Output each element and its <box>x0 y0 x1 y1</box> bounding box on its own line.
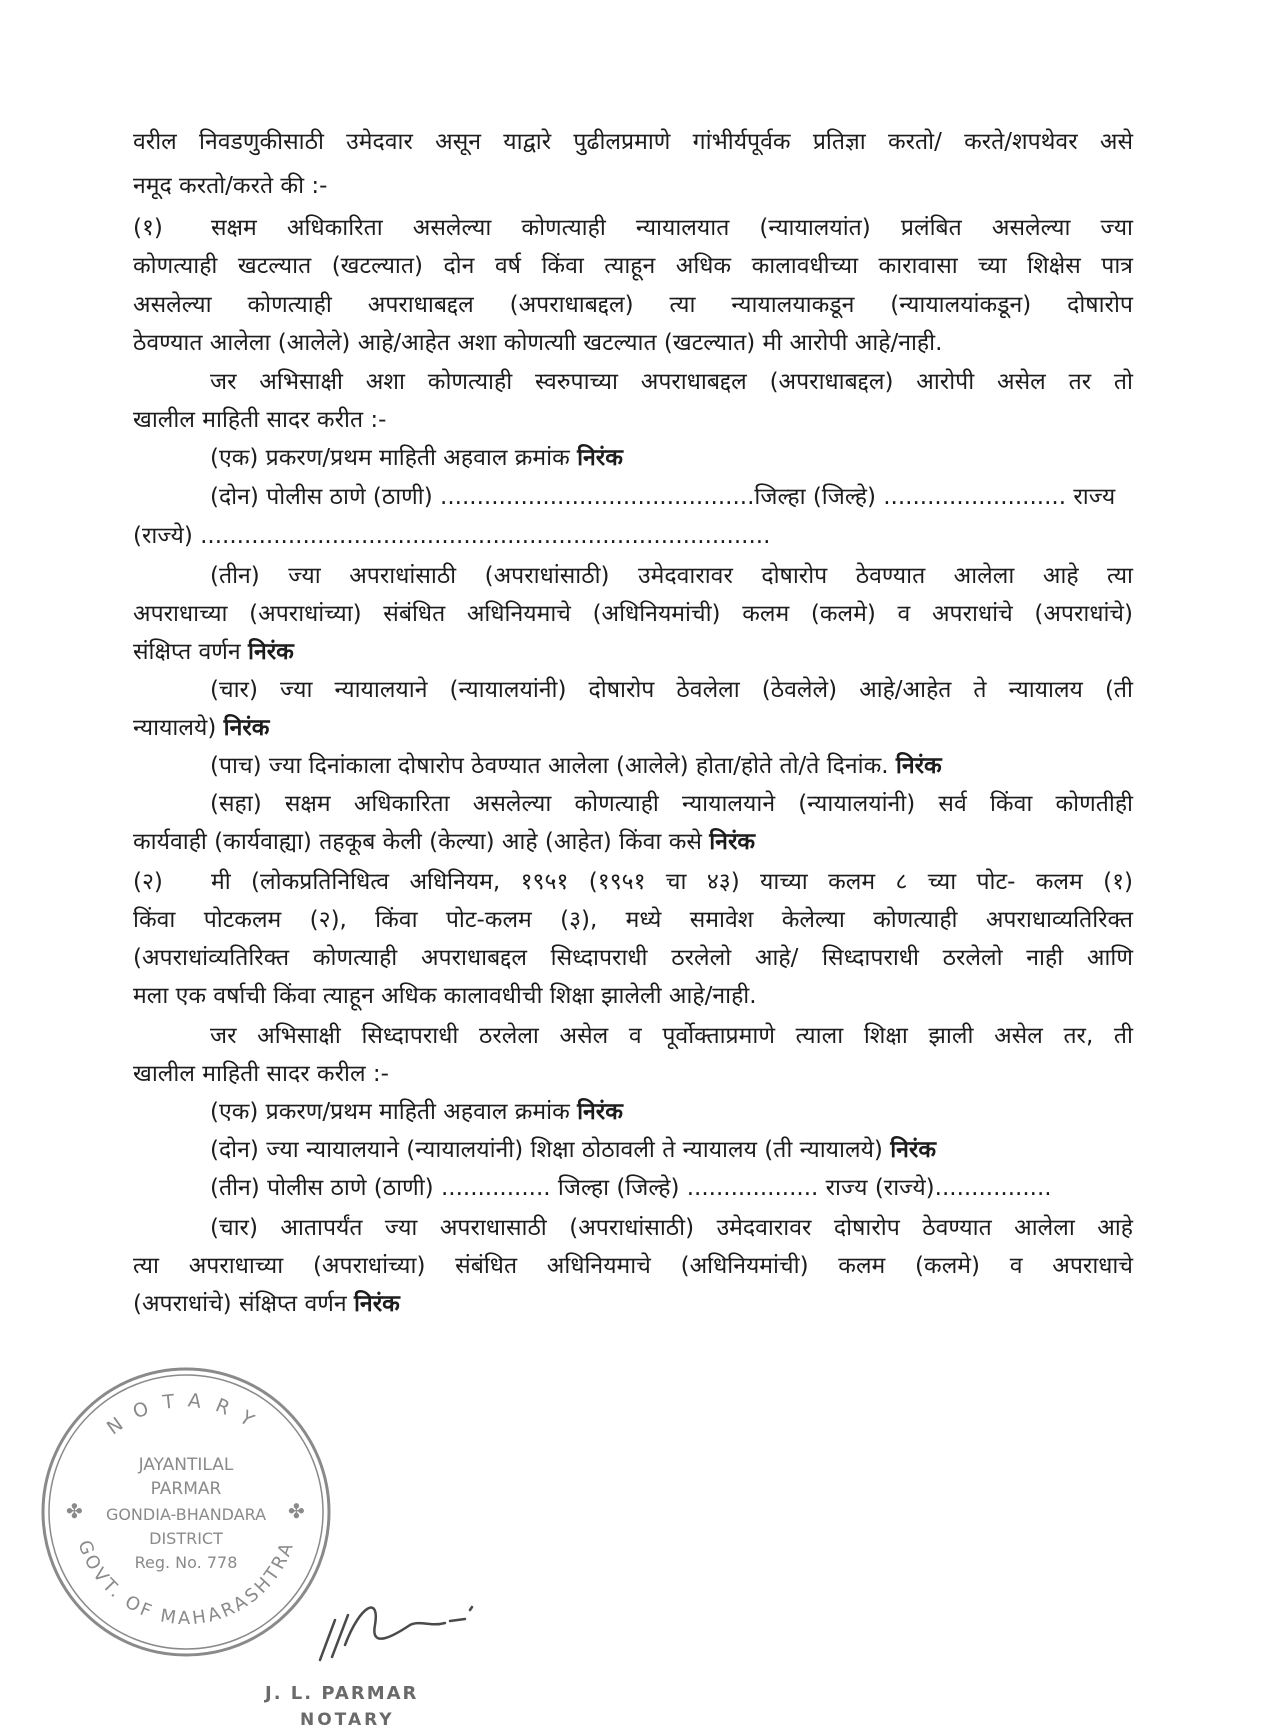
seal-name-line-1: JAYANTILAL <box>138 1455 234 1475</box>
section-1-para-1: जर अभिसाक्षी अशा कोणत्याही स्वरुपाच्या अपराधाबद्दल (अपराधाबद्दल) आरोपी असेल तर तो <box>210 369 1133 395</box>
notary-signature <box>300 1585 480 1675</box>
section-1-item-4a: (चार) ज्या न्यायालयाने (न्यायालयांनी) दोषारोप ठेवलेला (ठेवलेले) आहे/आहेत ते न्यायालय (ती <box>210 677 1133 703</box>
section-1-item-3c: संक्षिप्त वर्णन निरंक <box>133 639 294 665</box>
section-2-para-2: खालील माहिती सादर करील :- <box>133 1061 389 1087</box>
section-1-item-6a: (सहा) सक्षम अधिकारिता असलेल्या कोणत्याही न्यायालयाने (न्यायालयांनी) सर्व किंवा कोणतीही <box>210 791 1133 817</box>
section-2-para-1: जर अभिसाक्षी सिध्दापराधी ठरलेला असेल व पूर्वोक्ताप्रमाणे त्याला शिक्षा झाली असेल तर, ती <box>210 1023 1133 1049</box>
section-2-item-4c: (अपराधांचे) संक्षिप्त वर्णन निरंक <box>133 1291 400 1317</box>
intro-line-2: नमूद करतो/करते की :- <box>133 173 328 199</box>
section-1-para-2: खालील माहिती सादर करीत :- <box>133 407 387 433</box>
nil-value: निरंक <box>353 1291 400 1317</box>
nil-value: निरंक <box>577 1099 623 1125</box>
section-2-line-3: (अपराधांव्यतिरिक्त कोणत्याही अपराधाबद्दल सिध्दापराधी ठरलेलो आहे/ सिध्दापराधी ठरलेलो नाही आणि <box>133 945 1133 971</box>
section-1-line-4: ठेवण्यात आलेला (आलेले) आहे/आहेत अशा कोणत्याी खटल्यात (खटल्यात) मी आरोपी आहे/नाही. <box>133 330 943 356</box>
seal-star-right-icon: ✤ <box>288 1499 305 1523</box>
section-1-item-2b: (राज्ये) .............................................................................. <box>133 523 771 549</box>
section-1-line-1: (१) सक्षम अधिकारिता असलेल्या कोणत्याही न्यायालयात (न्यायालयांत) प्रलंबित असलेल्या ज्या <box>133 212 1133 244</box>
section-1-item-5: (पाच) ज्या दिनांकाला दोषारोप ठेवण्यात आलेला (आलेले) होता/होते तो/ते दिनांक. निरंक <box>210 753 942 779</box>
nil-value: निरंक <box>223 715 270 741</box>
section-2-item-3: (तीन) पोलीस ठाणे (ठाणी) ............... जिल्हा (जिल्हे) .................. राज्य (राज्ये)................ <box>210 1175 1052 1201</box>
nil-value: निरंक <box>577 445 623 471</box>
section-1-item-4b: न्यायालये) निरंक <box>133 715 270 741</box>
section-2-line-4: मला एक वर्षाची किंवा त्याहून अधिक कालावधीची शिक्षा झालेली आहे/नाही. <box>133 983 757 1009</box>
seal-place: GONDIA-BHANDARA <box>105 1505 267 1524</box>
seal-top-text: NOTARY <box>102 1389 270 1440</box>
seal-star-left-icon: ✤ <box>66 1499 83 1523</box>
nil-value: निरंक <box>895 753 942 779</box>
section-2-item-1: (एक) प्रकरण/प्रथम माहिती अहवाल क्रमांक निरंक <box>210 1099 623 1125</box>
nil-value: निरंक <box>890 1137 936 1163</box>
section-2-item-2: (दोन) ज्या न्यायालयाने (न्यायालयांनी) शिक्षा ठोठावली ते न्यायालय (ती न्यायालये) निरंक <box>210 1137 936 1163</box>
section-2-line-1: (२) मी (लोकप्रतिनिधित्व अधिनियम, १९५१ (१९५१ चा ४३) याच्या कलम ८ च्या पोट- कलम (१) <box>133 866 1133 898</box>
section-2-item-4b: त्या अपराधाच्या (अपराधांच्या) संबंधित अधिनियमाचे (अधिनियमांची) कलम (कलमे) व अपराधाचे <box>133 1253 1133 1279</box>
seal-bottom-text: GOVT. OF MAHARASHTRA <box>73 1537 299 1630</box>
section-1-line-2: कोणत्याही खटल्यात (खटल्यात) दोन वर्ष किंवा त्याहून अधिक कालावधीच्या कारावासा च्या शिक्षेस पात्र <box>133 253 1133 279</box>
section-1-item-1: (एक) प्रकरण/प्रथम माहिती अहवाल क्रमांक निरंक <box>210 445 623 471</box>
notary-seal <box>36 1362 336 1662</box>
section-2-line-2: किंवा पोटकलम (२), किंवा पोट-कलम (३), मध्ये समावेश केलेल्या कोणत्याही अपराधाव्यतिरिक्त <box>133 907 1133 933</box>
nil-value: निरंक <box>248 639 294 665</box>
seal-name-line-2: PARMAR <box>150 1479 222 1499</box>
seal-reg-number: Reg. No. 778 <box>134 1553 238 1572</box>
signature-name: J. L. PARMAR <box>265 1683 419 1704</box>
nil-value: निरंक <box>709 829 756 855</box>
seal-district: DISTRICT <box>149 1529 223 1548</box>
section-2-number: (२) <box>133 869 163 895</box>
section-1-number: (१) <box>133 215 163 241</box>
signature-title: NOTARY <box>300 1710 395 1730</box>
section-1-line-3: असलेल्या कोणत्याही अपराधाबद्दल (अपराधाबद्दल) त्या न्यायालयाकडून (न्यायालयांकडून) दोषारोप <box>133 292 1133 318</box>
section-2-item-4a: (चार) आतापर्यंत ज्या अपराधासाठी (अपराधांसाठी) उमेदवारावर दोषारोप ठेवण्यात आलेला आहे <box>210 1215 1133 1241</box>
section-1-item-2a: (दोन) पोलीस ठाणे (ठाणी) ...........................................जिल्हा (जिल्हे) ......................... राज्य <box>210 484 1116 510</box>
section-1-item-6b: कार्यवाही (कार्यवाह्या) तहकूब केली (केल्या) आहे (आहेत) किंवा कसे निरंक <box>133 829 756 855</box>
section-1-item-3a: (तीन) ज्या अपराधांसाठी (अपराधांसाठी) उमेदवारावर दोषारोप ठेवण्यात आलेला आहे त्या <box>210 563 1133 589</box>
section-1-item-3b: अपराधाच्या (अपराधांच्या) संबंधित अधिनियमाचे (अधिनियमांची) कलम (कलमे) व अपराधांचे (अपराधांचे) <box>133 601 1133 627</box>
intro-line-1: वरील निवडणुकीसाठी उमेदवार असून याद्वारे पुढीलप्रमाणे गांभीर्यपूर्वक प्रतिज्ञा करतो/ करते/शपथेवर असे <box>133 129 1133 155</box>
